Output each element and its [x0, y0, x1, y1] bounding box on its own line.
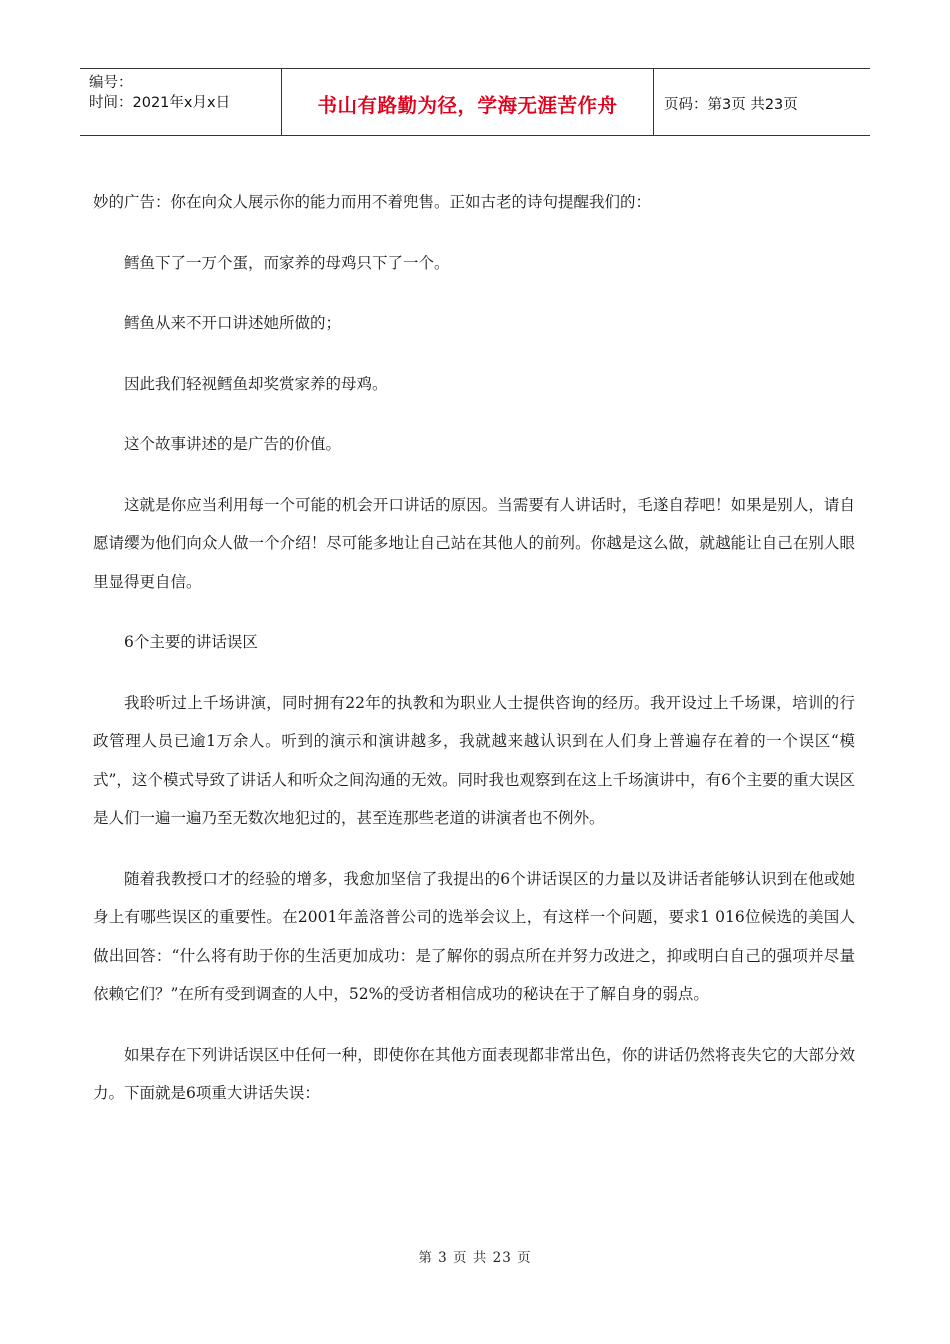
poem-line: 鳕鱼下了一万个蛋，而家养的母鸡只下了一个。: [124, 253, 450, 272]
paragraph: 这就是你应当利用每一个可能的机会开口讲话的原因。当需要有人讲话时，毛遂自荐吧！如果是别人，请自愿请缨为他们向众人做一个介绍！尽可能多地让自己站在其他人的前列。你越是这么做，就越能让自己在别人眼里显得更自信。: [93, 495, 855, 591]
header-motto: 书山有路勤为径，学海无涯苦作舟: [282, 69, 654, 135]
header-meta: [80, 69, 282, 135]
header-page-info: 页码：第3页 共23页: [664, 96, 798, 113]
section-heading: 6个主要的讲话误区: [124, 633, 258, 651]
page-footer: 第 3 页 共 23 页: [418, 1250, 532, 1266]
paragraph: 我聆听过上千场讲演，同时拥有22年的执教和为职业人士提供咨询的经历。我开设过上千场课，培训的行政管理人员已逾1万余人。听到的演示和演讲越多，我就越来越认识到在人们身上普遍存在着的一个误区“模式”，这个模式导致了讲话人和听众之间沟通的无效。同时我也观察到在这上千场演讲中，有6个主要的重大误区是人们一遍一遍乃至无数次地犯过的，甚至连那些老道的讲演者也不例外。: [93, 693, 855, 827]
poem-line: 因此我们轻视鳕鱼却奖赏家养的母鸡。: [124, 374, 388, 393]
paragraph: 如果存在下列讲话误区中任何一种，即使你在其他方面表现都非常出色，你的讲话仍然将丧失它的大部分效力。下面就是6项重大讲话失误：: [93, 1045, 855, 1102]
document-body: [93, 183, 855, 1113]
paragraph: 这个故事讲述的是广告的价值。: [124, 435, 342, 453]
paragraph: 妙的广告：你在向众人展示你的能力而用不着兜售。正如古老的诗句提醒我们的：: [93, 193, 652, 211]
document-number-label: 编号：: [89, 75, 133, 91]
paragraph: 随着我教授口才的经验的增多，我愈加坚信了我提出的6个讲话误区的力量以及讲话者能够认识到在他或她身上有哪些误区的重要性。在2001年盖洛普公司的选举会议上，有这样一个问题，要求1 016位候选的美国人做出回答：“什么将有助于你的生活更加成功：是了解你的弱点所在并努力改进之，抑或明白自己的强项并尽量依赖它们？”在所有受到调查的人中，52%的受访者相信成功的秘诀在于了解自身的弱点。: [93, 869, 855, 1003]
document-header: [80, 68, 870, 136]
document-date: 时间：2021年x月x日: [89, 95, 231, 111]
poem-line: 鳕鱼从来不开口讲述她所做的；: [124, 314, 342, 332]
